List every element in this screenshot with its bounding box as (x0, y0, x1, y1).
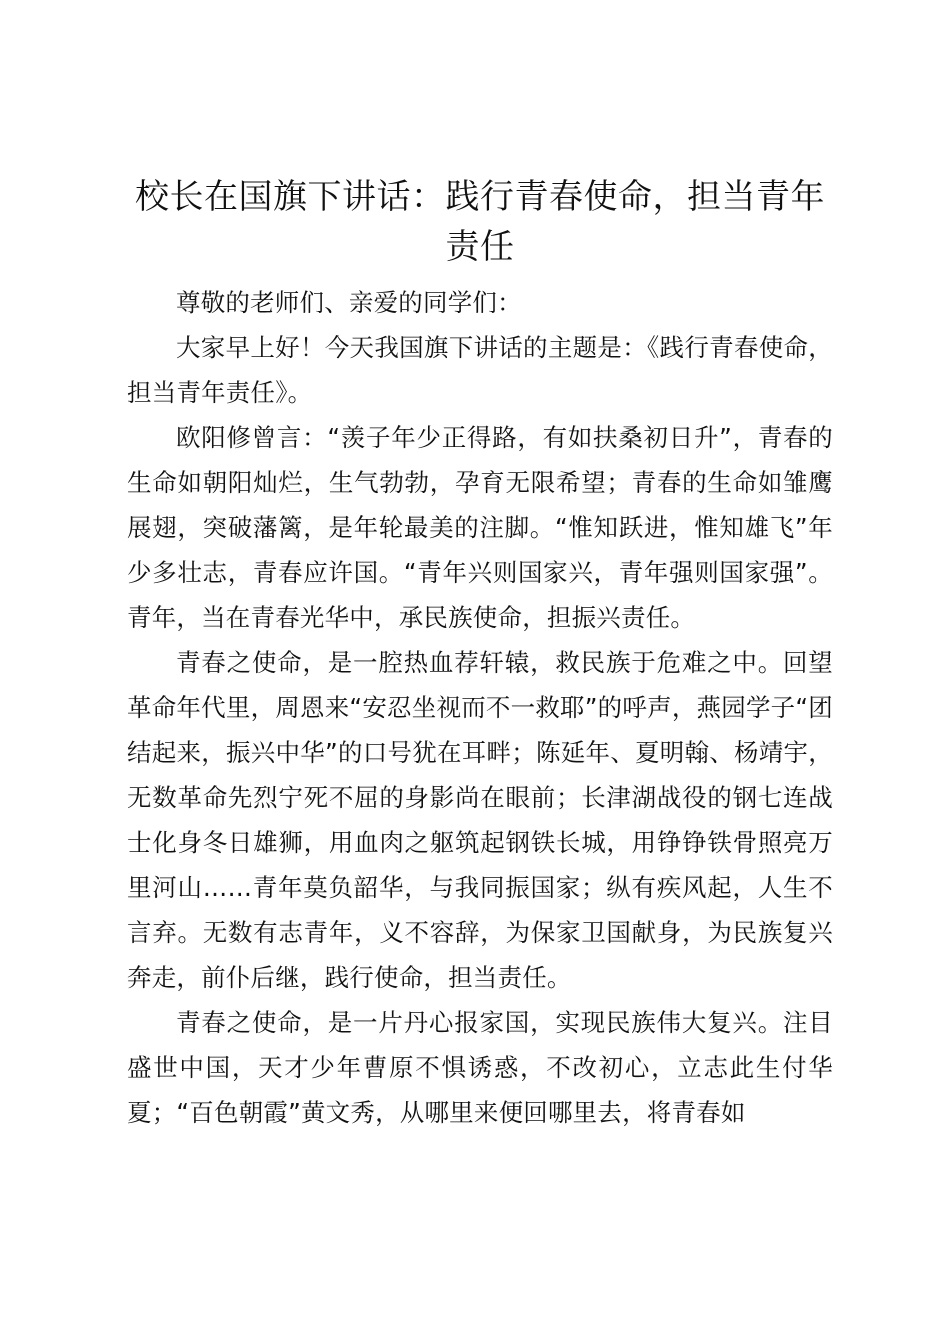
salutation-paragraph: 尊敬的老师们、亲爱的同学们： (176, 288, 522, 317)
document-title (127, 172, 833, 272)
document-body (127, 280, 833, 1135)
document-content (127, 172, 833, 1135)
greeting-paragraph: 大家早上好！今天我国旗下讲话的主题是：《践行青春使命，担当青年责任》。 (127, 333, 833, 407)
body-paragraph-3: 青春之使命，是一片丹心报家国，实现民族伟大复兴。注目盛世中国，天才少年曹原不惧诱惑，不改初心，立志此生付华夏；“百色朝霞”黄文秀，从哪里来便回哪里去，将青春如 (127, 1008, 833, 1127)
body-paragraph-1: 欧阳修曾言：“羡子年少正得路，有如扶桑初日升”，青春的生命如朝阳灿烂，生气勃勃，孕育无限希望；青春的生命如雏鹰展翅，突破藩篱，是年轮最美的注脚。“惟知跃进，惟知雄飞”年少多壮志，青春应许国。“青年兴则国家兴，青年强则国家强”。青年，当在青春光华中，承民族使命，担振兴责任。 (127, 423, 833, 632)
title-line-2: 责任 (445, 227, 515, 267)
body-paragraph-2: 青春之使命，是一腔热血荐轩辕，救民族于危难之中。回望革命年代里，周恩来“安忍坐视而不一救耶”的呼声，燕园学子“团结起来，振兴中华”的口号犹在耳畔；陈延年、夏明翰、杨靖宇，无数革命先烈宁死不屈的身影尚在眼前；长津湖战役的钢七连战士化身冬日雄狮，用血肉之躯筑起钢铁长城，用铮铮铁骨照亮万里河山……青年莫负韶华，与我同振国家；纵有疾风起，人生不言弃。无数有志青年，义不容辞，为保家卫国献身，为民族复兴奔走，前仆后继，践行使命，担当责任。 (127, 648, 833, 992)
title-line-1: 校长在国旗下讲话：践行青春使命，担当青年 (135, 177, 825, 217)
